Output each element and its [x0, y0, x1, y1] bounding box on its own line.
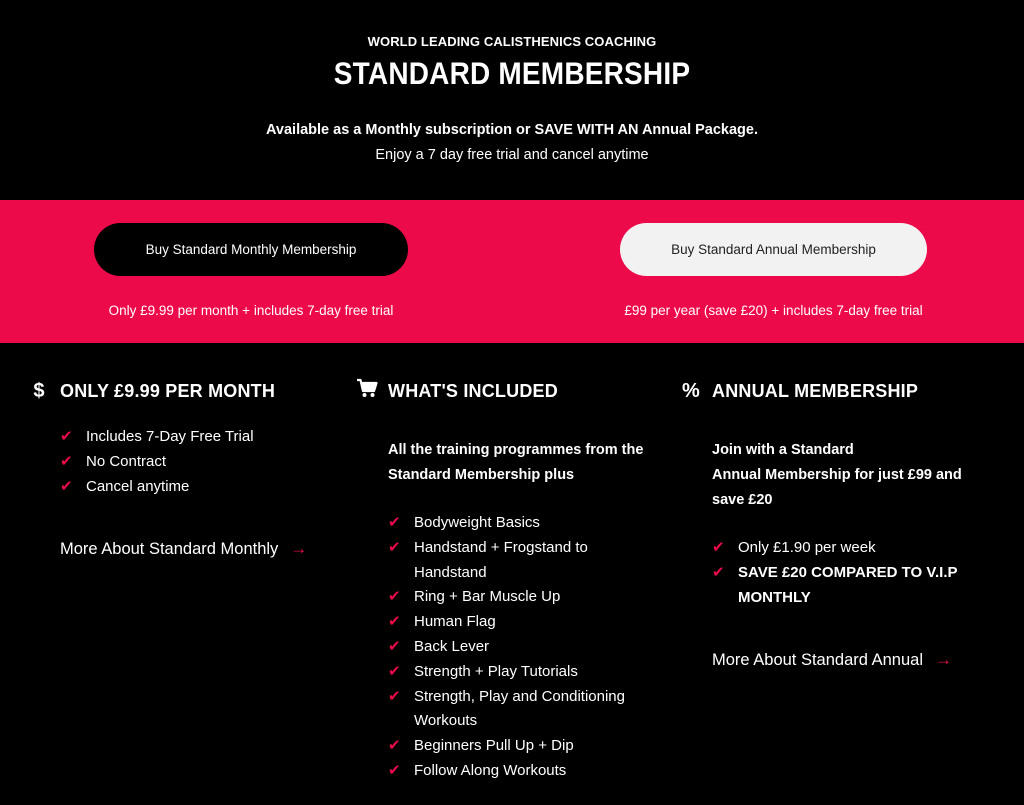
list-item [388, 610, 676, 635]
list-item-text: Bodyweight Basics [414, 514, 540, 531]
monthly-price-note: Only £9.99 per month + includes 7-day free trial [108, 303, 394, 318]
check-icon: ✔ [60, 477, 73, 495]
monthly-column [28, 343, 338, 559]
included-column [356, 343, 676, 784]
list-item-text: Back Lever [414, 637, 490, 655]
list-item [388, 734, 676, 759]
list-item [60, 425, 338, 450]
list-item [388, 660, 676, 685]
annual-price-note: £99 per year (save £20) + includes 7-day free trial [624, 303, 923, 318]
list-item-text: SAVE £20 COMPARED TO V.I.P [738, 563, 958, 581]
included-heading [356, 381, 676, 401]
check-icon: ✔ [712, 539, 725, 556]
check-icon: ✔ [388, 737, 401, 755]
annual-heading [680, 381, 1010, 401]
check-icon: ✔ [60, 452, 73, 470]
check-icon: ✔ [388, 514, 401, 531]
list-item [60, 450, 338, 475]
list-item [388, 511, 676, 536]
check-icon: ✔ [388, 637, 401, 655]
included-intro-line1: All the training programmes from the [388, 442, 644, 458]
hero-subtitle-line2: Enjoy a 7 day free trial and cancel anytime [375, 147, 649, 163]
list-item-text: Strength, Play and Conditioning [414, 687, 625, 705]
list-item-text: Handstand [414, 563, 487, 581]
list-item-text: Beginners Pull Up + Dip [414, 737, 574, 755]
check-icon: ✔ [388, 613, 401, 631]
list-item-text: No Contract [86, 452, 167, 470]
annual-intro-line2: Annual Membership for just £99 and [712, 467, 962, 483]
check-icon: ✔ [388, 588, 401, 606]
arrow-right-icon: → [935, 650, 952, 670]
hero-section [0, 0, 1024, 200]
more-about-annual-link[interactable] [712, 650, 952, 670]
dollar-icon: $ [33, 379, 45, 402]
check-icon: ✔ [388, 761, 401, 779]
annual-intro [712, 438, 1010, 513]
list-item-text: Only £1.90 per week [738, 539, 876, 556]
list-item [60, 475, 338, 500]
list-item-text: MONTHLY [738, 588, 811, 606]
buy-annual-button[interactable]: Buy Standard Annual Membership [620, 223, 927, 276]
check-icon: ✔ [388, 687, 401, 705]
cart-icon-svg [356, 378, 378, 398]
hero-subtitle-line1: Available as a Monthly subscription or SAVE WITH AN Annual Package. [265, 122, 759, 138]
check-icon: ✔ [388, 538, 401, 556]
arrow-right-icon: → [290, 539, 308, 559]
buy-monthly-button[interactable]: Buy Standard Monthly Membership [94, 223, 408, 276]
list-item-text: Handstand + Frogstand to [414, 538, 588, 556]
more-about-annual-text: More About Standard Annual [712, 650, 923, 669]
hero-eyebrow: WORLD LEADING CALISTHENICS COACHING [367, 34, 657, 49]
list-item-text: Includes 7-Day Free Trial [86, 428, 254, 445]
monthly-heading [28, 381, 338, 401]
list-item [712, 536, 1010, 561]
percent-icon: % [682, 379, 700, 402]
annual-intro-line3: save £20 [712, 492, 773, 508]
more-about-monthly-text: More About Standard Monthly [60, 539, 279, 558]
cart-icon [356, 378, 378, 404]
annual-intro-line1: Join with a Standard [712, 442, 854, 458]
list-item-text: Ring + Bar Muscle Up [414, 588, 561, 606]
included-heading-text: WHAT'S INCLUDED [388, 380, 558, 401]
list-item-text: Follow Along Workouts [414, 761, 567, 779]
annual-feature-list [712, 536, 1010, 610]
list-item-text: Human Flag [414, 613, 496, 631]
more-about-monthly-link[interactable] [60, 539, 307, 559]
included-program-list [388, 511, 676, 784]
list-item-text: Strength + Play Tutorials [414, 662, 578, 680]
check-icon: ✔ [712, 563, 725, 581]
list-item [388, 685, 676, 735]
check-icon: ✔ [388, 662, 401, 680]
annual-heading-text: ANNUAL MEMBERSHIP [712, 380, 919, 401]
list-item [388, 635, 676, 660]
monthly-feature-list [60, 425, 338, 499]
list-item [388, 759, 676, 784]
check-icon: ✔ [60, 428, 73, 445]
monthly-heading-text: ONLY £9.99 PER MONTH [60, 380, 276, 401]
list-item [388, 585, 676, 610]
list-item-text: Cancel anytime [86, 477, 190, 495]
purchase-band [0, 200, 1024, 343]
included-intro-line2: Standard Membership plus [388, 467, 575, 483]
list-item-text: Workouts [414, 712, 478, 730]
page-title: STANDARD MEMBERSHIP [333, 56, 691, 91]
list-item [712, 561, 1010, 611]
included-intro [388, 438, 676, 488]
list-item [388, 536, 676, 586]
annual-column [680, 343, 1010, 670]
